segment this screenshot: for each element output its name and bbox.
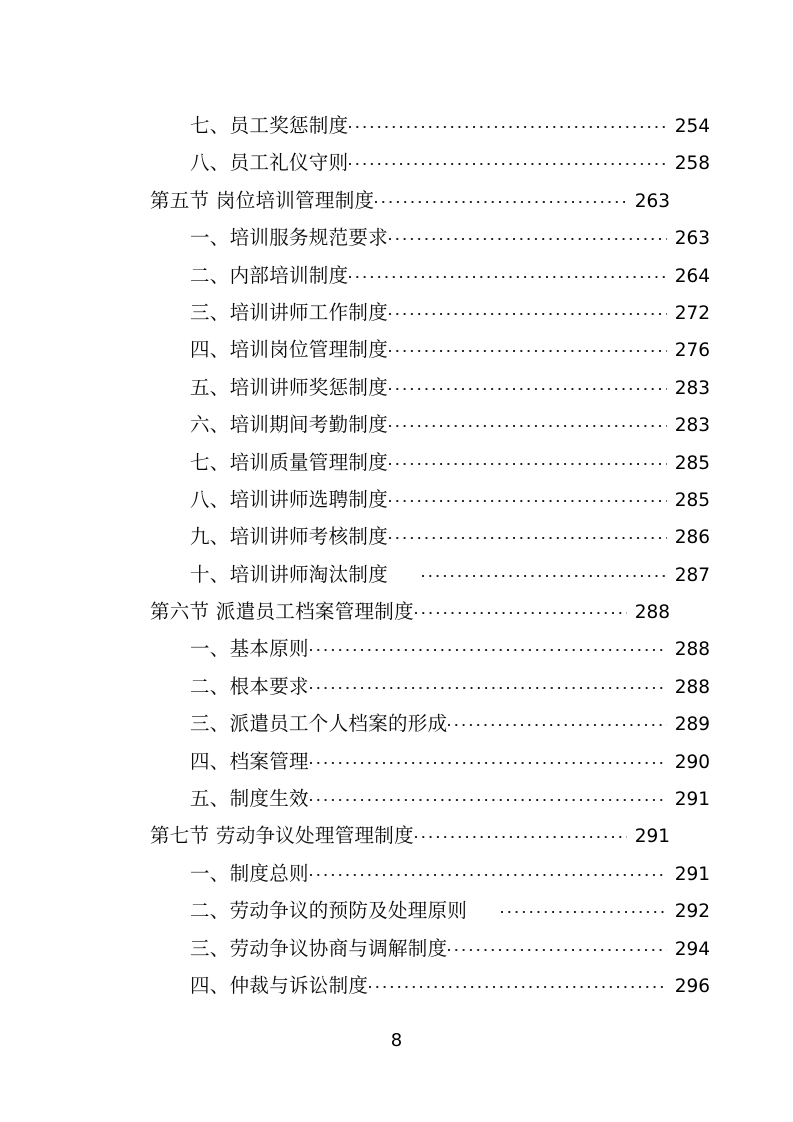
toc-dot-leader	[310, 861, 667, 880]
toc-entry[interactable]	[150, 406, 710, 443]
toc-entry-title: 七、员工奖惩制度	[190, 114, 349, 137]
toc-entry-page-number: 291	[634, 826, 670, 848]
toc-entry-title: 二、内部培训制度	[190, 263, 349, 287]
toc-entry-page-number: 296	[674, 975, 710, 997]
toc-dot-leader	[389, 225, 667, 244]
toc-entry-page-number: 285	[674, 452, 710, 474]
toc-entry[interactable]	[150, 481, 710, 518]
toc-entry[interactable]	[150, 967, 710, 1004]
toc-entry-title: 四、档案管理	[190, 749, 309, 773]
toc-entry-title: 八、培训讲师选聘制度	[190, 487, 389, 511]
toc-entry[interactable]	[150, 369, 710, 406]
toc-entry-page-number: 291	[674, 863, 710, 885]
toc-dot-leader	[415, 599, 627, 618]
toc-entry-title: 一、培训服务规范要求	[190, 226, 389, 250]
toc-entry[interactable]	[150, 593, 670, 630]
toc-entry-page-number: 258	[674, 153, 710, 175]
toc-entry[interactable]	[150, 107, 710, 144]
toc-entry-title: 三、劳动争议协商与调解制度	[190, 936, 448, 960]
toc-dot-leader	[349, 113, 667, 132]
toc-dot-leader	[310, 674, 667, 693]
toc-dot-leader	[310, 749, 667, 768]
toc-entry[interactable]	[150, 630, 710, 667]
toc-entry-page-number: 263	[634, 190, 670, 212]
toc-entry-title: 七、培训质量管理制度	[190, 450, 389, 474]
toc-entry[interactable]	[150, 855, 710, 892]
toc-entry-title: 一、制度总则	[190, 861, 309, 885]
toc-entry[interactable]	[150, 331, 710, 368]
toc-entry-title: 五、培训讲师奖惩制度	[190, 375, 389, 399]
toc-entry-page-number: 283	[674, 415, 710, 437]
toc-entry-page-number: 288	[674, 639, 710, 661]
toc-entry-title: 二、根本要求	[190, 674, 309, 698]
toc-dot-leader	[375, 188, 627, 207]
toc-entry-page-number: 286	[674, 527, 710, 549]
toc-dot-leader	[369, 973, 667, 992]
toc-entry[interactable]	[150, 444, 710, 481]
toc-dot-leader	[448, 711, 667, 730]
toc-entry-title: 六、培训期间考勤制度	[190, 413, 389, 437]
toc-entry-title: 二、劳动争议的预防及处理原则	[190, 899, 468, 923]
toc-entry-page-number: 285	[674, 489, 710, 511]
toc-entry-title: 第六节 派遣员工档案管理制度	[150, 600, 414, 624]
toc-dot-leader	[389, 487, 667, 506]
toc-entry[interactable]	[150, 182, 670, 219]
toc-entry[interactable]	[150, 780, 710, 817]
toc-dot-leader	[389, 375, 667, 394]
toc-entry-title: 五、制度生效	[190, 787, 309, 811]
toc-dot-leader	[422, 562, 667, 581]
toc-dot-leader	[415, 823, 627, 842]
toc-entry-page-number: 263	[674, 228, 710, 250]
toc-entry-title: 三、派遣员工个人档案的形成	[190, 712, 448, 736]
toc-entry-title: 十、培训讲师淘汰制度	[190, 562, 389, 586]
toc-entry-page-number: 288	[674, 676, 710, 698]
page-footer-number: 8	[390, 1030, 403, 1051]
toc-entry[interactable]	[150, 518, 710, 555]
toc-entry-title: 一、基本原则	[190, 637, 309, 661]
toc-entry[interactable]	[150, 257, 710, 294]
toc-entry[interactable]	[150, 668, 710, 705]
toc-entry-title: 八、员工礼仪守则	[190, 151, 349, 175]
toc-entry-title: 四、仲裁与诉讼制度	[190, 973, 369, 997]
toc-entry[interactable]	[150, 892, 710, 929]
toc-entry-page-number: 287	[674, 564, 710, 586]
toc-dot-leader	[389, 337, 667, 356]
toc-dot-leader	[389, 300, 667, 319]
toc-entry[interactable]	[150, 705, 710, 742]
toc-dot-leader	[349, 263, 667, 282]
toc-entry-page-number: 288	[634, 602, 670, 624]
toc-entry-page-number: 292	[674, 901, 710, 923]
toc-entry[interactable]	[150, 817, 670, 854]
toc-entry-title: 九、培训讲师考核制度	[190, 525, 389, 549]
toc-entry[interactable]	[150, 743, 710, 780]
toc-entry-page-number: 272	[674, 302, 710, 324]
toc-entry-page-number: 290	[674, 751, 710, 773]
toc-dot-leader	[349, 150, 667, 169]
toc-dot-leader	[389, 524, 667, 543]
toc-dot-leader	[448, 936, 667, 955]
toc-entry[interactable]	[150, 144, 710, 181]
table-of-contents	[150, 107, 710, 1004]
toc-entry-page-number: 254	[674, 116, 710, 137]
toc-entry-title: 三、培训讲师工作制度	[190, 300, 389, 324]
toc-entry-page-number: 283	[674, 377, 710, 399]
toc-dot-leader	[389, 412, 667, 431]
toc-dot-leader	[310, 786, 667, 805]
toc-entry-title: 第五节 岗位培训管理制度	[150, 188, 375, 212]
toc-entry-page-number: 289	[674, 714, 710, 736]
toc-entry[interactable]	[150, 556, 710, 593]
toc-entry-page-number: 276	[674, 340, 710, 362]
toc-entry-page-number: 294	[674, 938, 710, 960]
toc-entry[interactable]	[150, 219, 710, 256]
toc-entry-title: 第七节 劳动争议处理管理制度	[150, 824, 414, 848]
toc-dot-leader	[389, 450, 667, 469]
toc-entry-page-number: 264	[674, 265, 710, 287]
toc-entry-title: 四、培训岗位管理制度	[190, 338, 389, 362]
toc-dot-leader	[310, 636, 667, 655]
toc-entry[interactable]	[150, 930, 710, 967]
toc-entry-page-number: 291	[674, 789, 710, 811]
toc-dot-leader	[501, 898, 667, 917]
toc-entry[interactable]	[150, 294, 710, 331]
